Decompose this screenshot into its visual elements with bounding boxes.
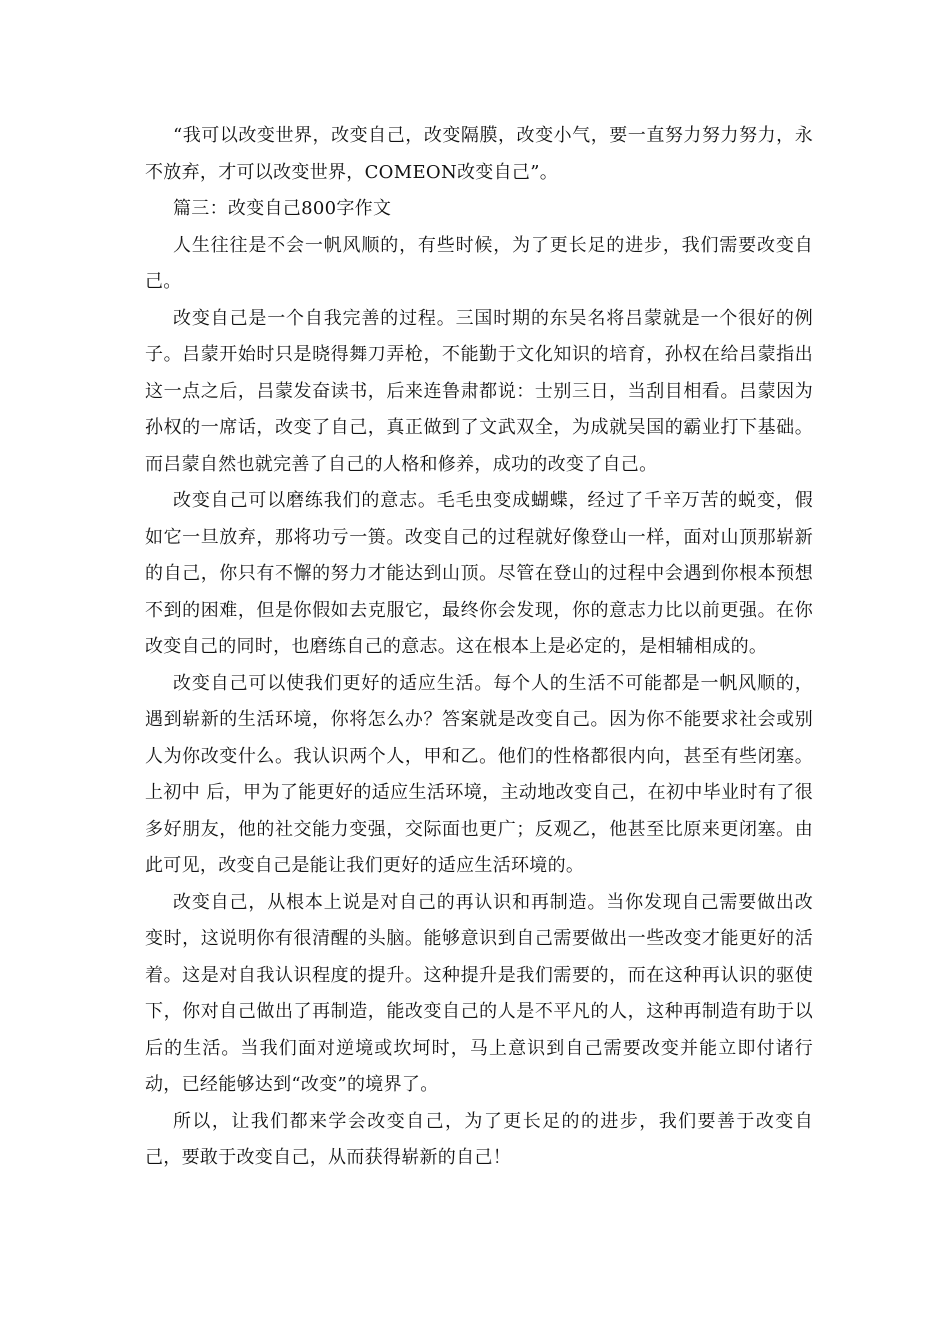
document-body [145,118,813,1177]
section-title: 篇三：改变自己800字作文 [173,198,392,219]
paragraph-intro: 人生往往是不会一帆风顺的，有些时候，为了更长足的进步，我们需要改变自己。 [145,234,813,292]
paragraph-conclusion: 所以，让我们都来学会改变自己，为了更长足的的进步，我们要善于改变自己，要敢于改变自己，从而获得崭新的自己！ [145,1110,813,1168]
paragraph-lv-meng: 改变自己是一个自我完善的过程。三国时期的东吴名将吕蒙就是一个很好的例子。吕蒙开始时只是晓得舞刀弄枪，不能勤于文化知识的培育，孙权在给吕蒙指出这一点之后，吕蒙发奋读书，后来连鲁肃都说：士别三日，当刮目相看。吕蒙因为孙权的一席话，改变了自己，真正做到了文武双全，为成就吴国的霸业打下基础。而吕蒙自然也就完善了自己的人格和修养，成功的改变了自己。 [145,307,813,475]
paragraph-recognition: 改变自己，从根本上说是对自己的再认识和再制造。当你发现自己需要做出改变时，这说明你有很清醒的头脑。能够意识到自己需要做出一些改变才能更好的活着。这是对自我认识程度的提升。这种提升是我们需要的，而在这种再认识的驱使下，你对自己做出了再制造，能改变自己的人是不平凡的人，这种再制造有助于以后的生活。当我们面对逆境或坎坷时，马上意识到自己需要改变并能立即付诸行动，已经能够达到“改变”的境界了。 [145,891,813,1095]
paragraph-adapt: 改变自己可以使我们更好的适应生活。每个人的生活不可能都是一帆风顺的，遇到崭新的生活环境，你将怎么办？答案就是改变自己。因为你不能要求社会或别人为你改变什么。我认识两个人，甲和乙。他们的性格都很内向，甚至有些闭塞。上初中 后，甲为了能更好的适应生活环境，主动地改变自己，在初中毕业时有了很多好朋友，他的社交能力变强，交际面也更广；反观乙，他甚至比原来更闭塞。由此可见，改变自己是能让我们更好的适应生活环境的。 [145,672,813,876]
paragraph-will: 改变自己可以磨练我们的意志。毛毛虫变成蝴蝶，经过了千辛万苦的蜕变，假如它一旦放弃，那将功亏一篑。改变自己的过程就好像登山一样，面对山顶那崭新的自己，你只有不懈的努力才能达到山顶。尽管在登山的过程中会遇到你根本预想不到的困难，但是你假如去克服它，最终你会发现，你的意志力比以前更强。在你改变自己的同时，也磨练自己的意志。这在根本上是必定的，是相辅相成的。 [145,490,813,657]
paragraph-quote: “我可以改变世界，改变自己，改变隔膜，改变小气，要一直努力努力努力，永不放弃，才可以改变世界，COMEON改变自己”。 [145,125,813,183]
